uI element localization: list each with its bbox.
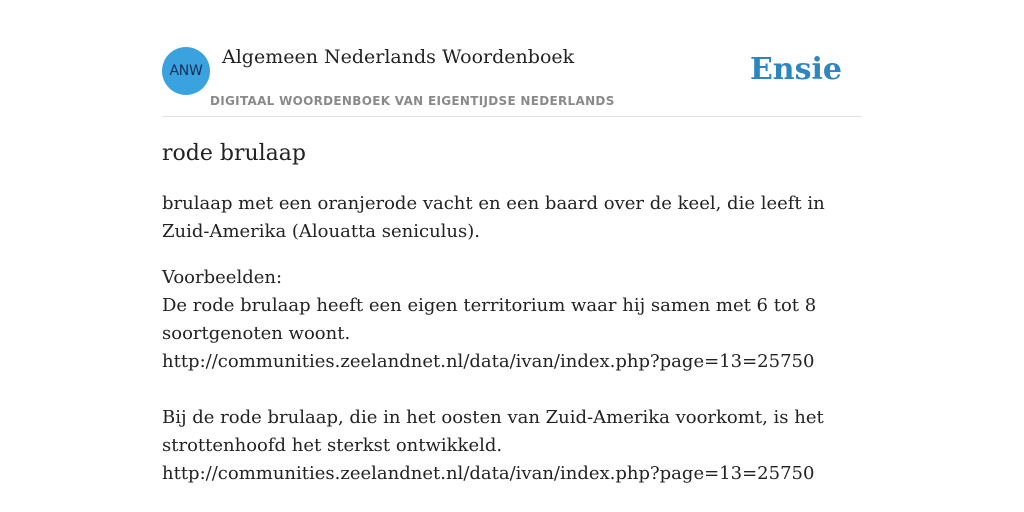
examples-section bbox=[162, 264, 862, 488]
site-header bbox=[162, 0, 862, 117]
anw-logo[interactable] bbox=[162, 47, 210, 95]
logo-text: ANW bbox=[169, 63, 203, 79]
entry-definition: brulaap met een oranjerode vacht en een baard over de keel, die leeft in Zuid-Amerika (Alouatta seniculus). bbox=[162, 193, 825, 242]
entry-headword: rode brulaap bbox=[162, 141, 306, 166]
example-source: http://communities.zeelandnet.nl/data/ivan/index.php?page=13=25750 bbox=[162, 463, 815, 484]
example-item bbox=[162, 404, 862, 488]
example-item bbox=[162, 292, 862, 376]
example-text: De rode brulaap heeft een eigen territorium waar hij samen met 6 tot 8 soortgenoten woont. bbox=[162, 295, 817, 344]
entry-content bbox=[162, 138, 862, 488]
dictionary-subtitle: DIGITAAL WOORDENBOEK VAN EIGENTIJDSE NEDERLANDS bbox=[210, 94, 615, 108]
dictionary-title[interactable]: Algemeen Nederlands Woordenboek bbox=[222, 46, 575, 68]
example-text: Bij de rode brulaap, die in het oosten van Zuid-Amerika voorkomt, is het strottenhoofd het sterkst ontwikkeld. bbox=[162, 407, 824, 456]
examples-label: Voorbeelden: bbox=[162, 267, 283, 288]
example-source: http://communities.zeelandnet.nl/data/ivan/index.php?page=13=25750 bbox=[162, 351, 815, 372]
ensie-brand-logo[interactable]: Ensie bbox=[749, 52, 842, 87]
